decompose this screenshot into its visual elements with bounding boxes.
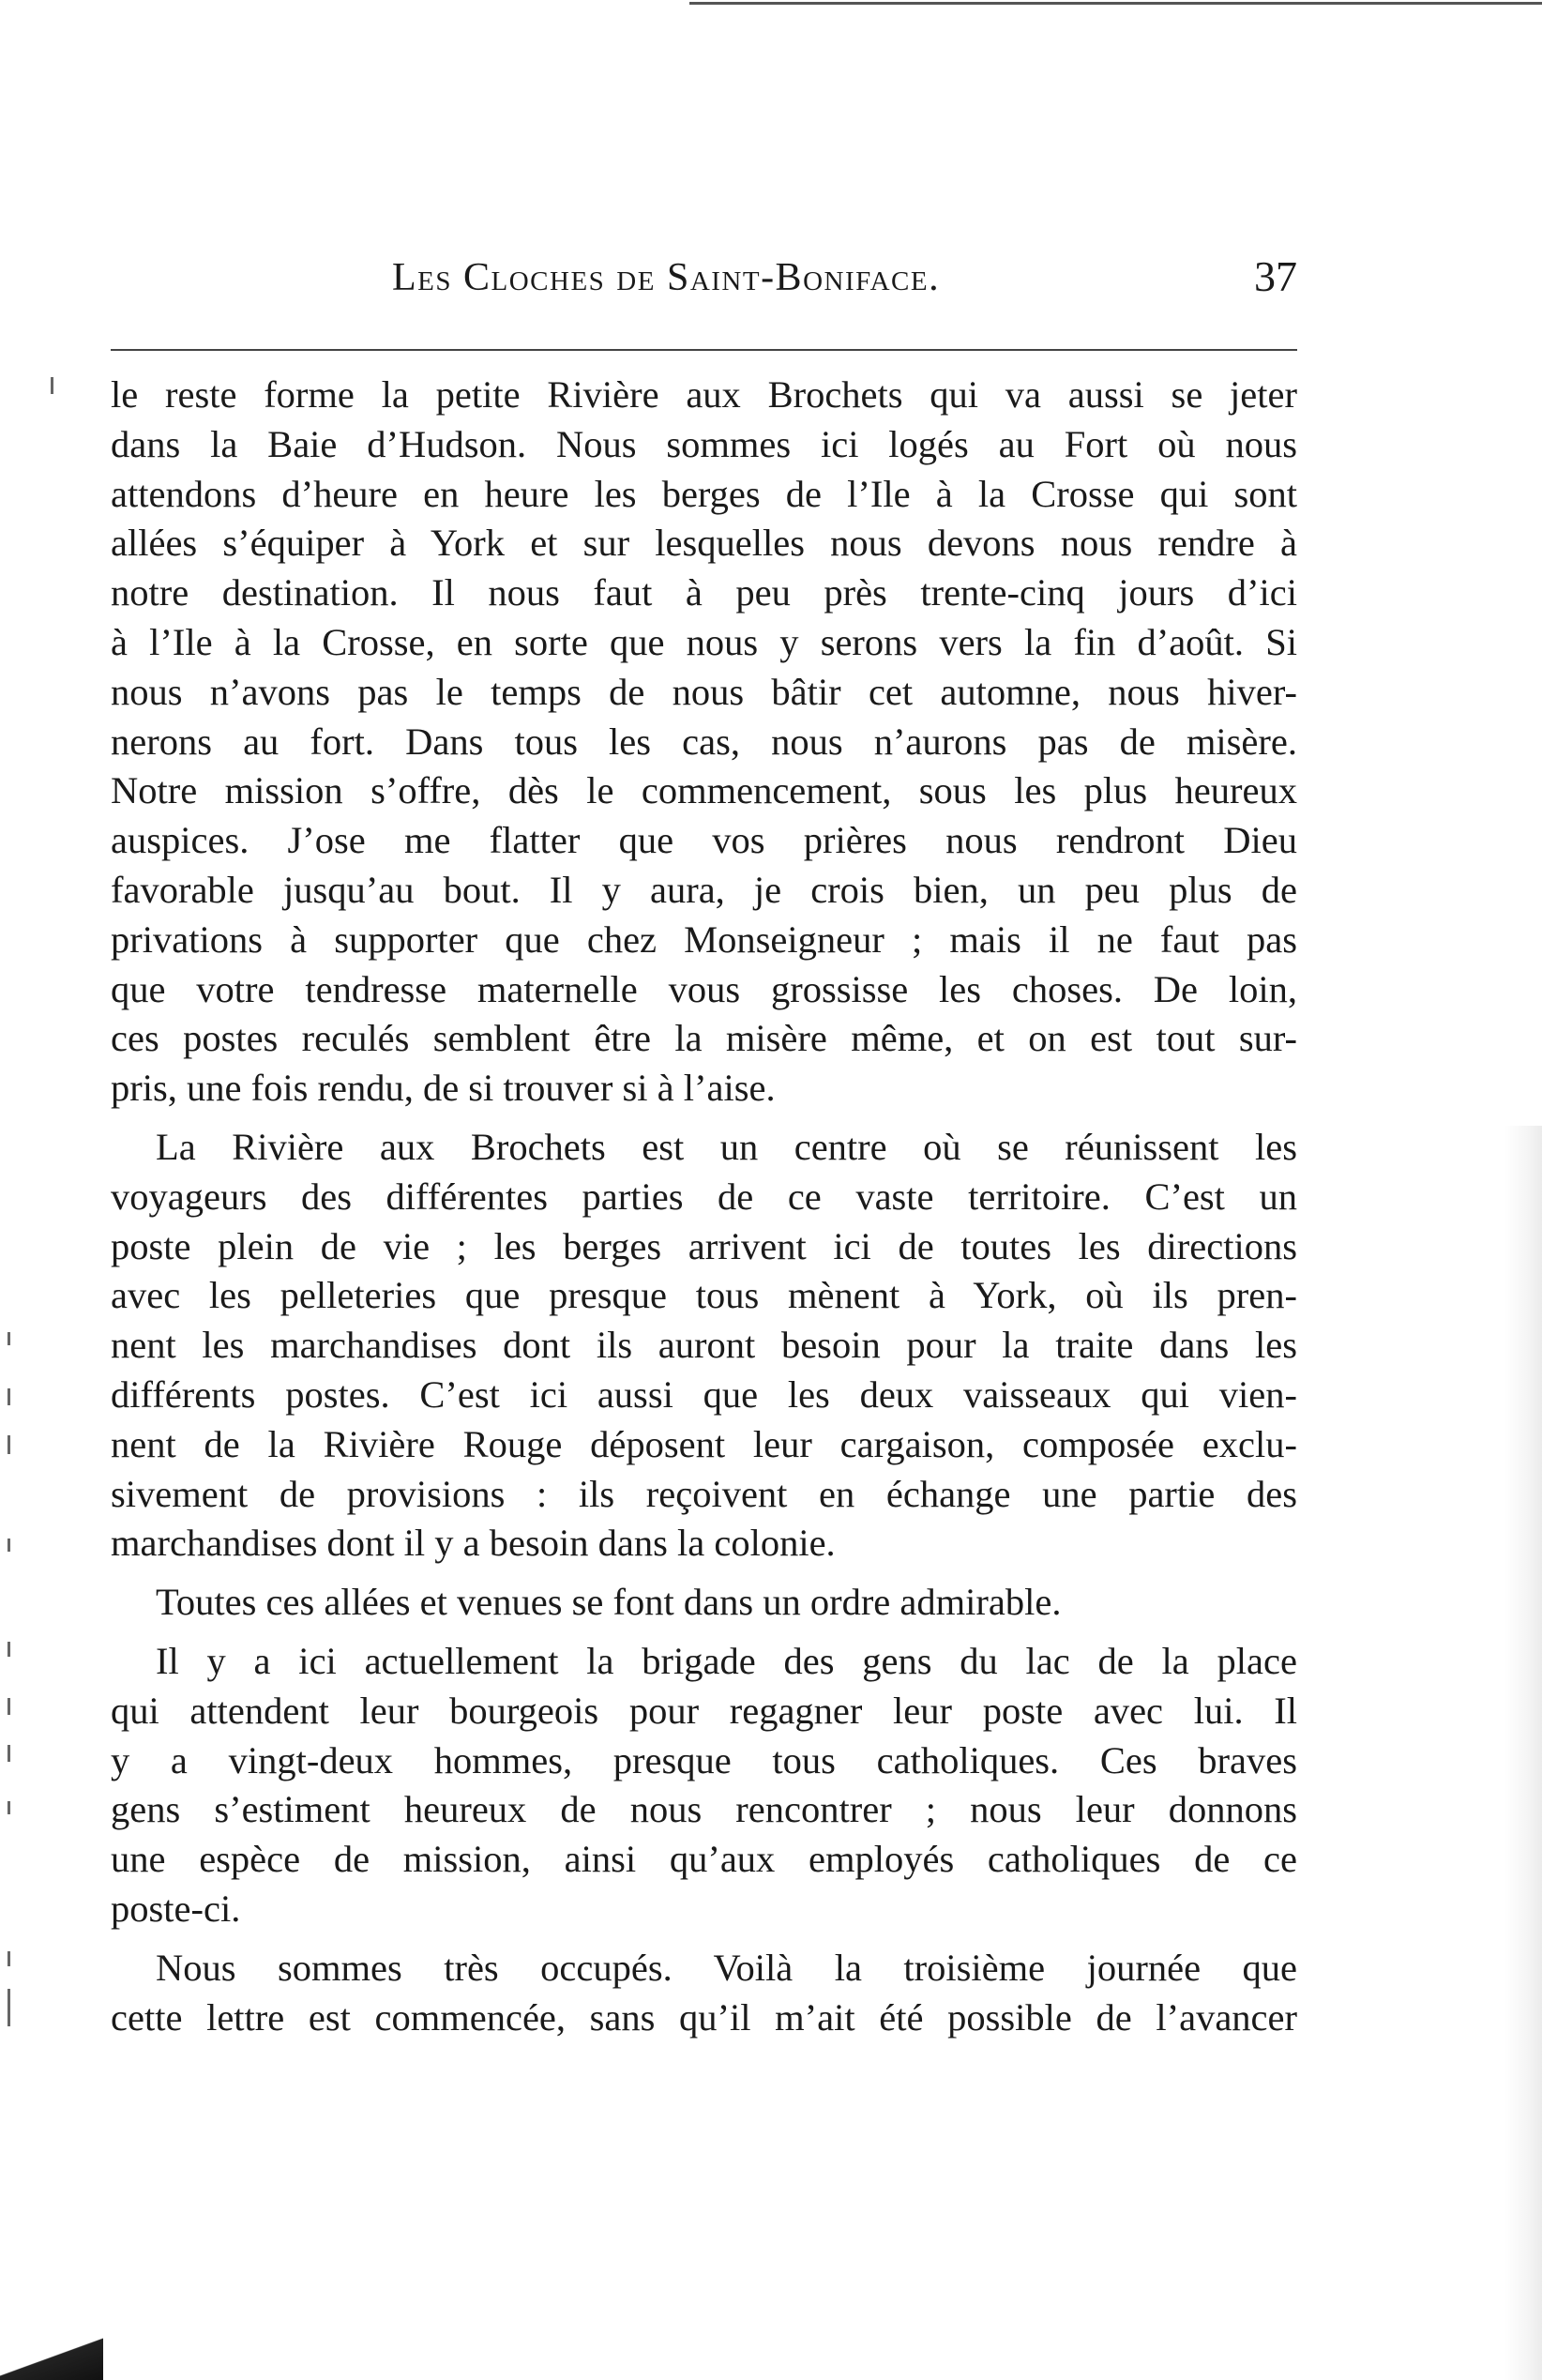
- paragraph-gap: [111, 1114, 1297, 1123]
- paragraph-gap: [111, 1628, 1297, 1637]
- text-line: nous n’avons pas le temps de nous bâtir cet automne, nous hiver-: [111, 670, 1297, 713]
- paragraph: [111, 1123, 1297, 1569]
- text-line: nent de la Rivière Rouge déposent leur cargaison, composée exclu-: [111, 1422, 1297, 1465]
- text-line: marchandises dont il y a besoin dans la colonie.: [111, 1522, 836, 1565]
- text-line: nerons au fort. Dans tous les cas, nous n’aurons pas de misère.: [111, 720, 1297, 763]
- text-line: auspices. J’ose me flatter que vos prières nous rendront Dieu: [111, 819, 1297, 862]
- text-line: poste plein de vie ; les berges arrivent ici de toutes les directions: [111, 1224, 1297, 1267]
- scan-corner-shadow: [0, 2324, 103, 2380]
- text-line: nent les marchandises dont ils auront besoin pour la traite dans les: [111, 1324, 1297, 1367]
- text-line: Notre mission s’offre, dès le commencement, sous les plus heureux: [111, 769, 1297, 812]
- running-header: [111, 251, 1297, 317]
- text-line: Nous sommes très occupés. Voilà la troisième journée que: [156, 1946, 1297, 1989]
- body-text: [111, 371, 1297, 2042]
- text-line: voyageurs des différentes parties de ce vaste territoire. C’est un: [111, 1175, 1297, 1218]
- text-line: pris, une fois rendu, de si trouver si à l’aise.: [111, 1067, 776, 1110]
- paragraph-gap: [111, 1569, 1297, 1578]
- text-line: allées s’équiper à York et sur lesquelles nous devons nous rendre à: [111, 522, 1297, 565]
- text-line: dans la Baie d’Hudson. Nous sommes ici logés au Fort où nous: [111, 422, 1297, 465]
- text-line: que votre tendresse maternelle vous grossisse les choses. De loin,: [111, 967, 1297, 1010]
- page-number: 37: [1254, 252, 1297, 300]
- paragraph: [111, 1944, 1297, 2043]
- page-edge-shadow: [1504, 1126, 1542, 2380]
- text-line: notre destination. Il nous faut à peu près trente-cinq jours d’ici: [111, 571, 1297, 614]
- text-line: gens s’estiment heureux de nous rencontrer ; nous leur donnons: [111, 1788, 1297, 1831]
- text-line: une espèce de mission, ainsi qu’aux employés catholiques de ce: [111, 1838, 1297, 1881]
- text-line: privations à supporter que chez Monseigneur ; mais il ne faut pas: [111, 917, 1297, 961]
- header-rule: [111, 349, 1297, 351]
- paragraph-gap: [111, 1934, 1297, 1944]
- text-line: Il y a ici actuellement la brigade des gens du lac de la place: [156, 1639, 1297, 1682]
- text-line: à l’Ile à la Crosse, en sorte que nous y serons vers la fin d’août. Si: [111, 620, 1297, 663]
- text-line: avec les pelleteries que presque tous mènent à York, où ils pren-: [111, 1274, 1297, 1317]
- text-line: le reste forme la petite Rivière aux Brochets qui va aussi se jeter: [111, 373, 1297, 416]
- text-line: différents postes. C’est ici aussi que les deux vaisseaux qui vien-: [111, 1372, 1297, 1416]
- text-line: Toutes ces allées et venues se font dans un ordre admirable.: [156, 1581, 1062, 1624]
- paragraph: [111, 1637, 1297, 1934]
- text-line: qui attendent leur bourgeois pour regagner leur poste avec lui. Il: [111, 1689, 1297, 1732]
- text-line: y a vingt-deux hommes, presque tous catholiques. Ces braves: [111, 1738, 1297, 1781]
- text-line: favorable jusqu’au bout. Il y aura, je crois bien, un peu plus de: [111, 868, 1297, 911]
- text-line: attendons d’heure en heure les berges de l’Ile à la Crosse qui sont: [111, 472, 1297, 515]
- paragraph: [111, 1578, 1297, 1628]
- text-line: ces postes reculés semblent être la misère même, et on est tout sur-: [111, 1017, 1297, 1060]
- paragraph: [111, 371, 1297, 1114]
- text-line: sivement de provisions : ils reçoivent en échange une partie des: [111, 1472, 1297, 1515]
- running-title: Les Cloches de Saint-Boniface.: [392, 256, 941, 299]
- text-line: poste-ci.: [111, 1887, 241, 1930]
- text-line: La Rivière aux Brochets est un centre où se réunissent les: [156, 1125, 1297, 1168]
- scan-top-edge: [689, 2, 1542, 5]
- text-line: cette lettre est commencée, sans qu’il m’ait été possible de l’avancer: [111, 1995, 1297, 2039]
